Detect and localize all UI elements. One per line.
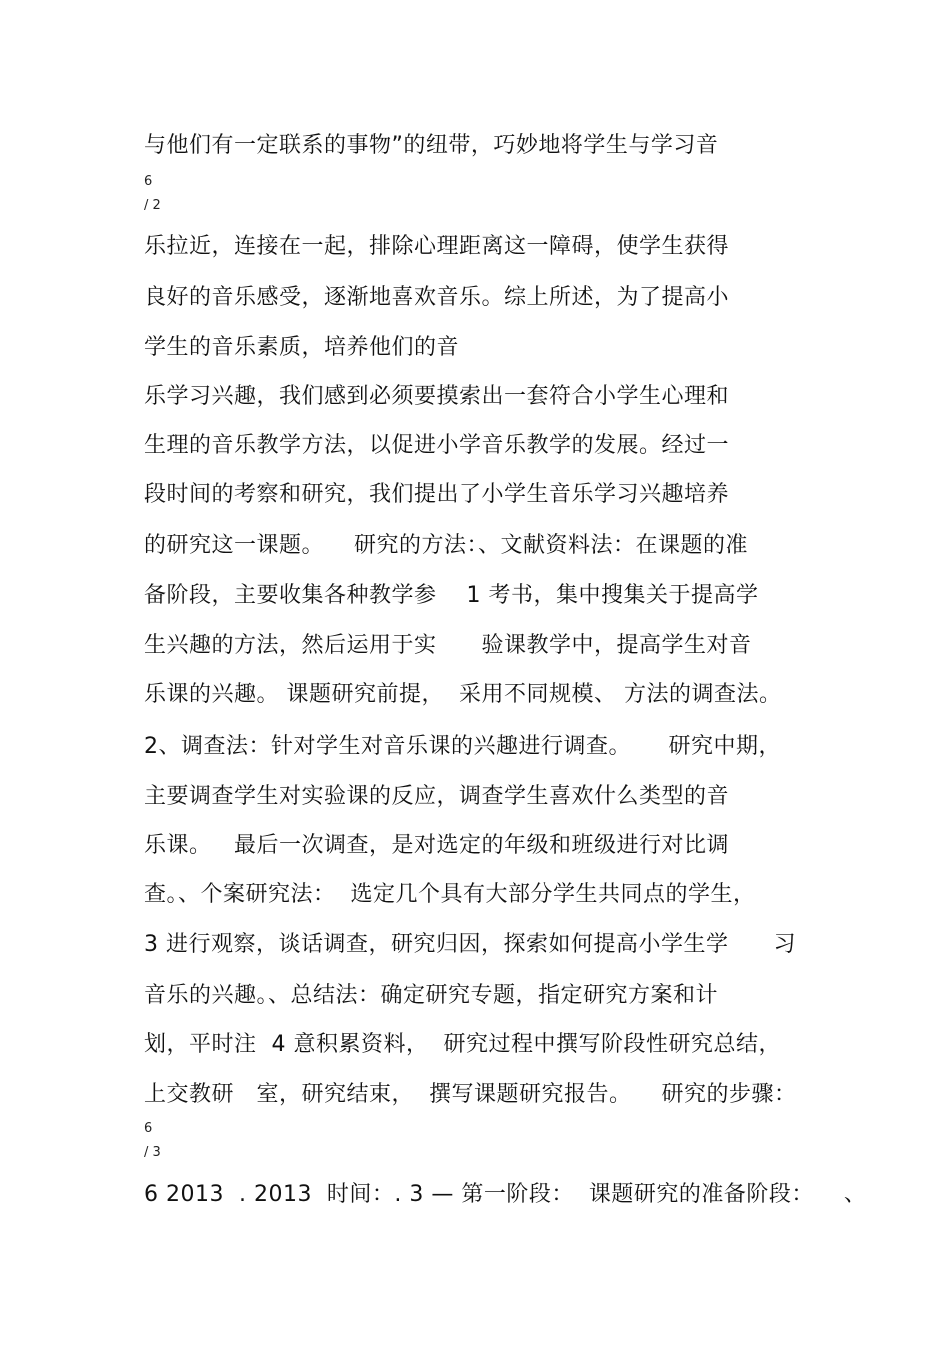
text-line: 3 进行观察，谈话调查，研究归因，探索如何提高小学生学 习 (144, 932, 796, 957)
text-line: 良好的音乐感受，逐渐地喜欢音乐。综上所述，为了提高小 (144, 285, 730, 310)
page-marker-total: / 3 (144, 1145, 161, 1160)
text-line: 备阶段，主要收集各种教学参 1 考书，集中搜集关于提高学 (144, 583, 759, 608)
text-line: 音乐的兴趣。、总结法：确定研究专题，指定研究方案和计 (144, 983, 719, 1008)
text-line: 主要调查学生对实验课的反应，调查学生喜欢什么类型的音 (144, 784, 730, 809)
text-line: 乐课。 最后一次调查，是对选定的年级和班级进行对比调 (144, 833, 729, 858)
text-line: 乐拉近，连接在一起，排除心理距离这一障碍，使学生获得 (144, 234, 730, 259)
text-line: 生兴趣的方法，然后运用于实 验课教学中，提高学生对音 (144, 633, 752, 658)
text-line: 与他们有一定联系的事物”的纽带，巧妙地将学生与学习音 (144, 133, 719, 158)
text-line: 学生的音乐素质，培养他们的音 (144, 335, 460, 360)
text-line: 的研究这一课题。 研究的方法：、文献资料法：在课题的准 (144, 533, 748, 558)
text-line: 乐学习兴趣，我们感到必须要摸索出一套符合小学生心理和 (144, 384, 730, 409)
page-marker-number: 6 (144, 174, 153, 189)
text-line: 段时间的考察和研究，我们提出了小学生音乐学习兴趣培养 (144, 482, 730, 507)
text-line: 乐课的兴趣。 课题研究前提， 采用不同规模、 方法的调查法。 (144, 682, 782, 707)
text-line: 生理的音乐教学方法，以促进小学音乐教学的发展。经过一 (144, 433, 730, 458)
text-line: 2、调查法：针对学生对音乐课的兴趣进行调查。 研究中期， (144, 734, 781, 759)
page-marker-number: 6 (144, 1121, 153, 1136)
text-line: 6 2013 . 2013 时间：. 3 — 第一阶段： 课题研究的准备阶段： 、 (144, 1182, 867, 1207)
text-line: 查。、个案研究法： 选定几个具有大部分学生共同点的学生， (144, 882, 756, 907)
text-line: 上交教研 室，研究结束， 撰写课题研究报告。 研究的步骤： (144, 1082, 797, 1107)
text-line: 划，平时注 4 意积累资料， 研究过程中撰写阶段性研究总结， (144, 1032, 781, 1057)
page-marker-total: / 2 (144, 198, 161, 213)
